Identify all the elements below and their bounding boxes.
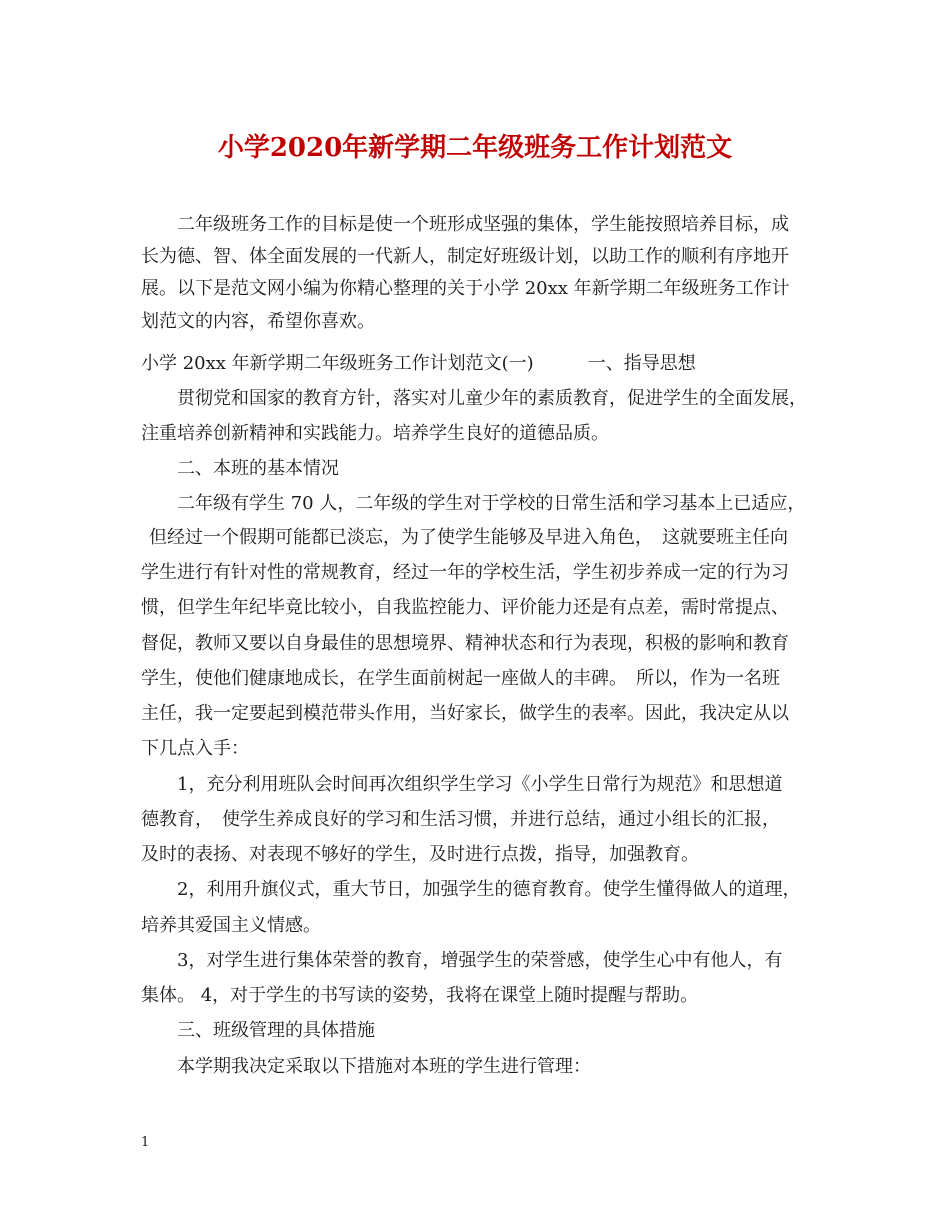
paragraph-line: 及时的表扬、对表现不够好的学生，及时进行点拨，指导，加强教育。 <box>141 844 699 865</box>
paragraph-line: 培养其爱国主义情感。 <box>141 915 321 936</box>
paragraph-line: 但经过一个假期可能都已淡忘，为了使学生能够及早进入角色， 这就要班主任向 <box>149 527 788 548</box>
paragraph-line: 小学 20xx 年新学期二年级班务工作计划范文(一) 一、指导思想 <box>141 353 696 374</box>
paragraph-line: 展。以下是范文网小编为你精心整理的关于小学 20xx 年新学期二年级班务工作计 <box>141 278 790 299</box>
document-title: 小学2020年新学期二年级班务工作计划范文 <box>217 133 733 163</box>
paragraph-line: 二年级班务工作的目标是使一个班形成坚强的集体，学生能按照培养目标，成 <box>177 214 789 235</box>
paragraph-line: 1，充分利用班队会时间再次组织学生学习《小学生日常行为规范》和思想道 <box>177 774 783 795</box>
paragraph-line: 学生，使他们健康地成长，在学生面前树起一座做人的丰碑。 所以，作为一名班 <box>141 668 780 689</box>
paragraph-line: 下几点入手： <box>141 738 249 759</box>
paragraph-line: 注重培养创新精神和实践能力。培养学生良好的道德品质。 <box>141 423 609 444</box>
paragraph-line: 划范文的内容，希望你喜欢。 <box>141 311 375 332</box>
paragraph-line: 2，利用升旗仪式，重大节日，加强学生的德育教育。使学生懂得做人的道理， <box>177 879 801 900</box>
paragraph-line: 二年级有学生 70 人，二年级的学生对于学校的日常生活和学习基本上已适应， <box>177 493 806 514</box>
paragraph-line: 贯彻党和国家的教育方针，落实对儿童少年的素质教育，促进学生的全面发展， <box>177 388 807 409</box>
paragraph-line: 学生进行有针对性的常规教育，经过一年的学校生活，学生初步养成一定的行为习 <box>141 562 789 583</box>
paragraph-line: 督促，教师又要以自身最佳的思想境界、精神状态和行为表现，积极的影响和教育 <box>141 633 789 654</box>
paragraph-line: 3，对学生进行集体荣誉的教育，增强学生的荣誉感，使学生心中有他人，有 <box>177 950 783 971</box>
paragraph-line: 德教育， 使学生养成良好的学习和生活习惯，并进行总结，通过小组长的汇报， <box>141 809 780 830</box>
section-heading: 三、班级管理的具体措施 <box>177 1020 375 1041</box>
paragraph-line: 本学期我决定采取以下措施对本班的学生进行管理： <box>177 1056 591 1077</box>
paragraph-line: 惯，但学生年纪毕竟比较小，自我监控能力、评价能力还是有点差，需时常提点、 <box>141 597 789 618</box>
paragraph-line: 长为德、智、体全面发展的一代新人，制定好班级计划，以助工作的顺利有序地开 <box>141 246 789 267</box>
paragraph-line: 主任，我一定要起到模范带头作用，当好家长，做学生的表率。因此，我决定从以 <box>141 703 789 724</box>
paragraph-line: 集体。 4，对于学生的书写读的姿势，我将在课堂上随时提醒与帮助。 <box>141 985 699 1006</box>
page-number: 1 <box>141 1135 150 1150</box>
section-heading: 二、本班的基本情况 <box>177 458 339 479</box>
